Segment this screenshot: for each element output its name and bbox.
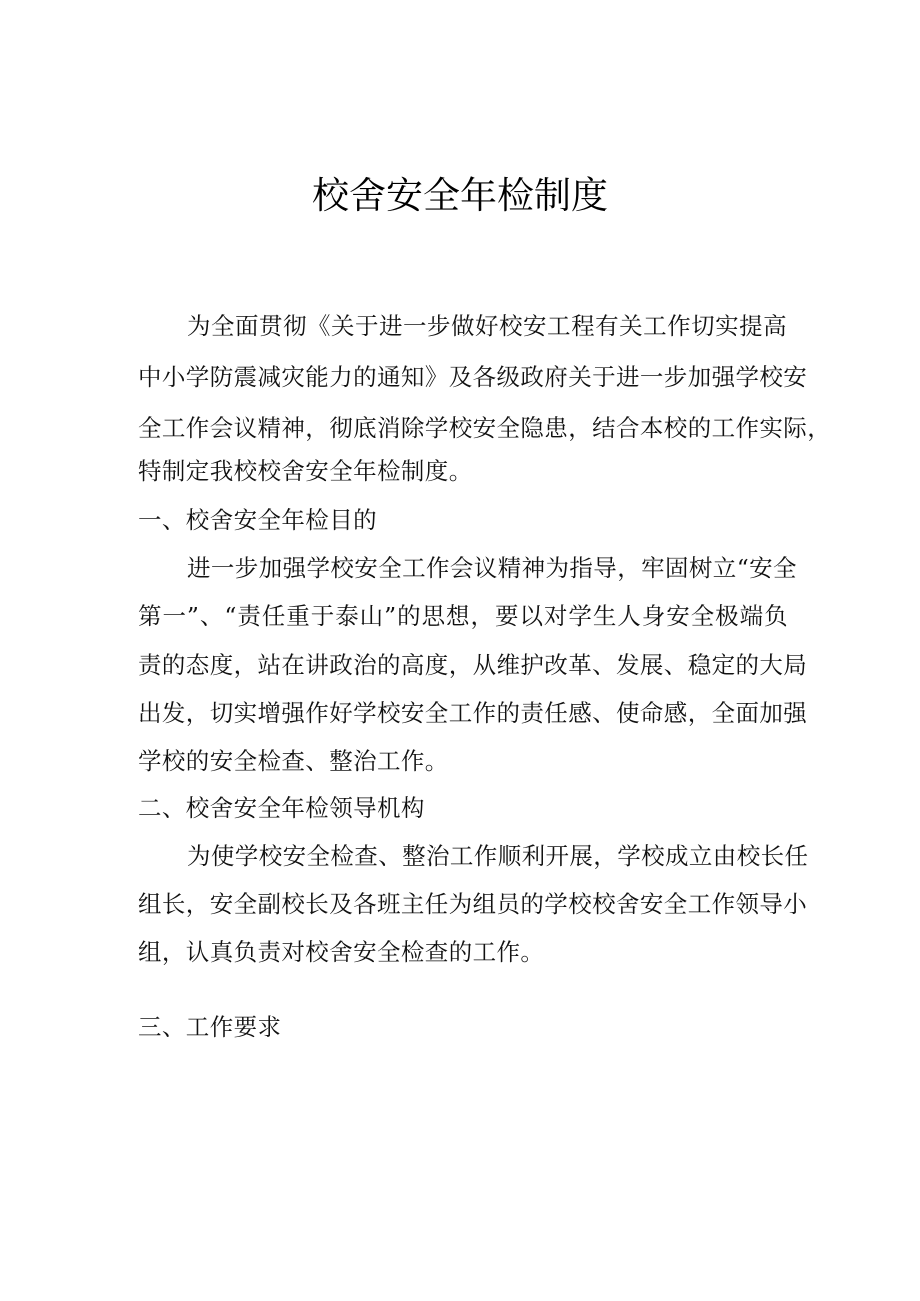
section-heading-2: 二、校舍安全年检领导机构 bbox=[138, 794, 425, 822]
section-heading-1: 一、校舍安全年检目的 bbox=[138, 506, 377, 534]
paragraph-line: 责的态度，站在讲政治的高度，从维护改革、发展、稳定的大局 bbox=[138, 651, 808, 679]
paragraph-line: 组长，安全副校长及各班主任为组员的学校校舍安全工作领导小 bbox=[138, 890, 808, 918]
section-heading-3: 三、工作要求 bbox=[138, 1013, 282, 1041]
paragraph-line: 为使学校安全检查、整治工作顺利开展，学校成立由校长任 bbox=[187, 842, 809, 870]
paragraph-line: 特制定我校校舍安全年检制度。 bbox=[138, 457, 473, 485]
paragraph-line: 进一步加强学校安全工作会议精神为指导，牢固树立“安全 bbox=[187, 554, 797, 582]
paragraph-line: 第一”、“责任重于泰山”的思想，要以对学生人身安全极端负 bbox=[138, 602, 788, 630]
paragraph-line: 组，认真负责对校舍安全检查的工作。 bbox=[138, 938, 545, 966]
paragraph-line: 全工作会议精神，彻底消除学校安全隐患，结合本校的工作实际， bbox=[138, 414, 832, 442]
paragraph-line: 出发，切实增强作好学校安全工作的责任感、使命感，全面加强 bbox=[138, 699, 808, 727]
document-title: 校舍安全年检制度 bbox=[312, 174, 608, 217]
paragraph-line: 中小学防震减灾能力的通知》及各级政府关于进一步加强学校安 bbox=[138, 363, 808, 391]
paragraph-line: 学校的安全检查、整治工作。 bbox=[138, 747, 449, 775]
paragraph-line: 为全面贯彻《关于进一步做好校安工程有关工作切实提高 bbox=[187, 312, 787, 340]
